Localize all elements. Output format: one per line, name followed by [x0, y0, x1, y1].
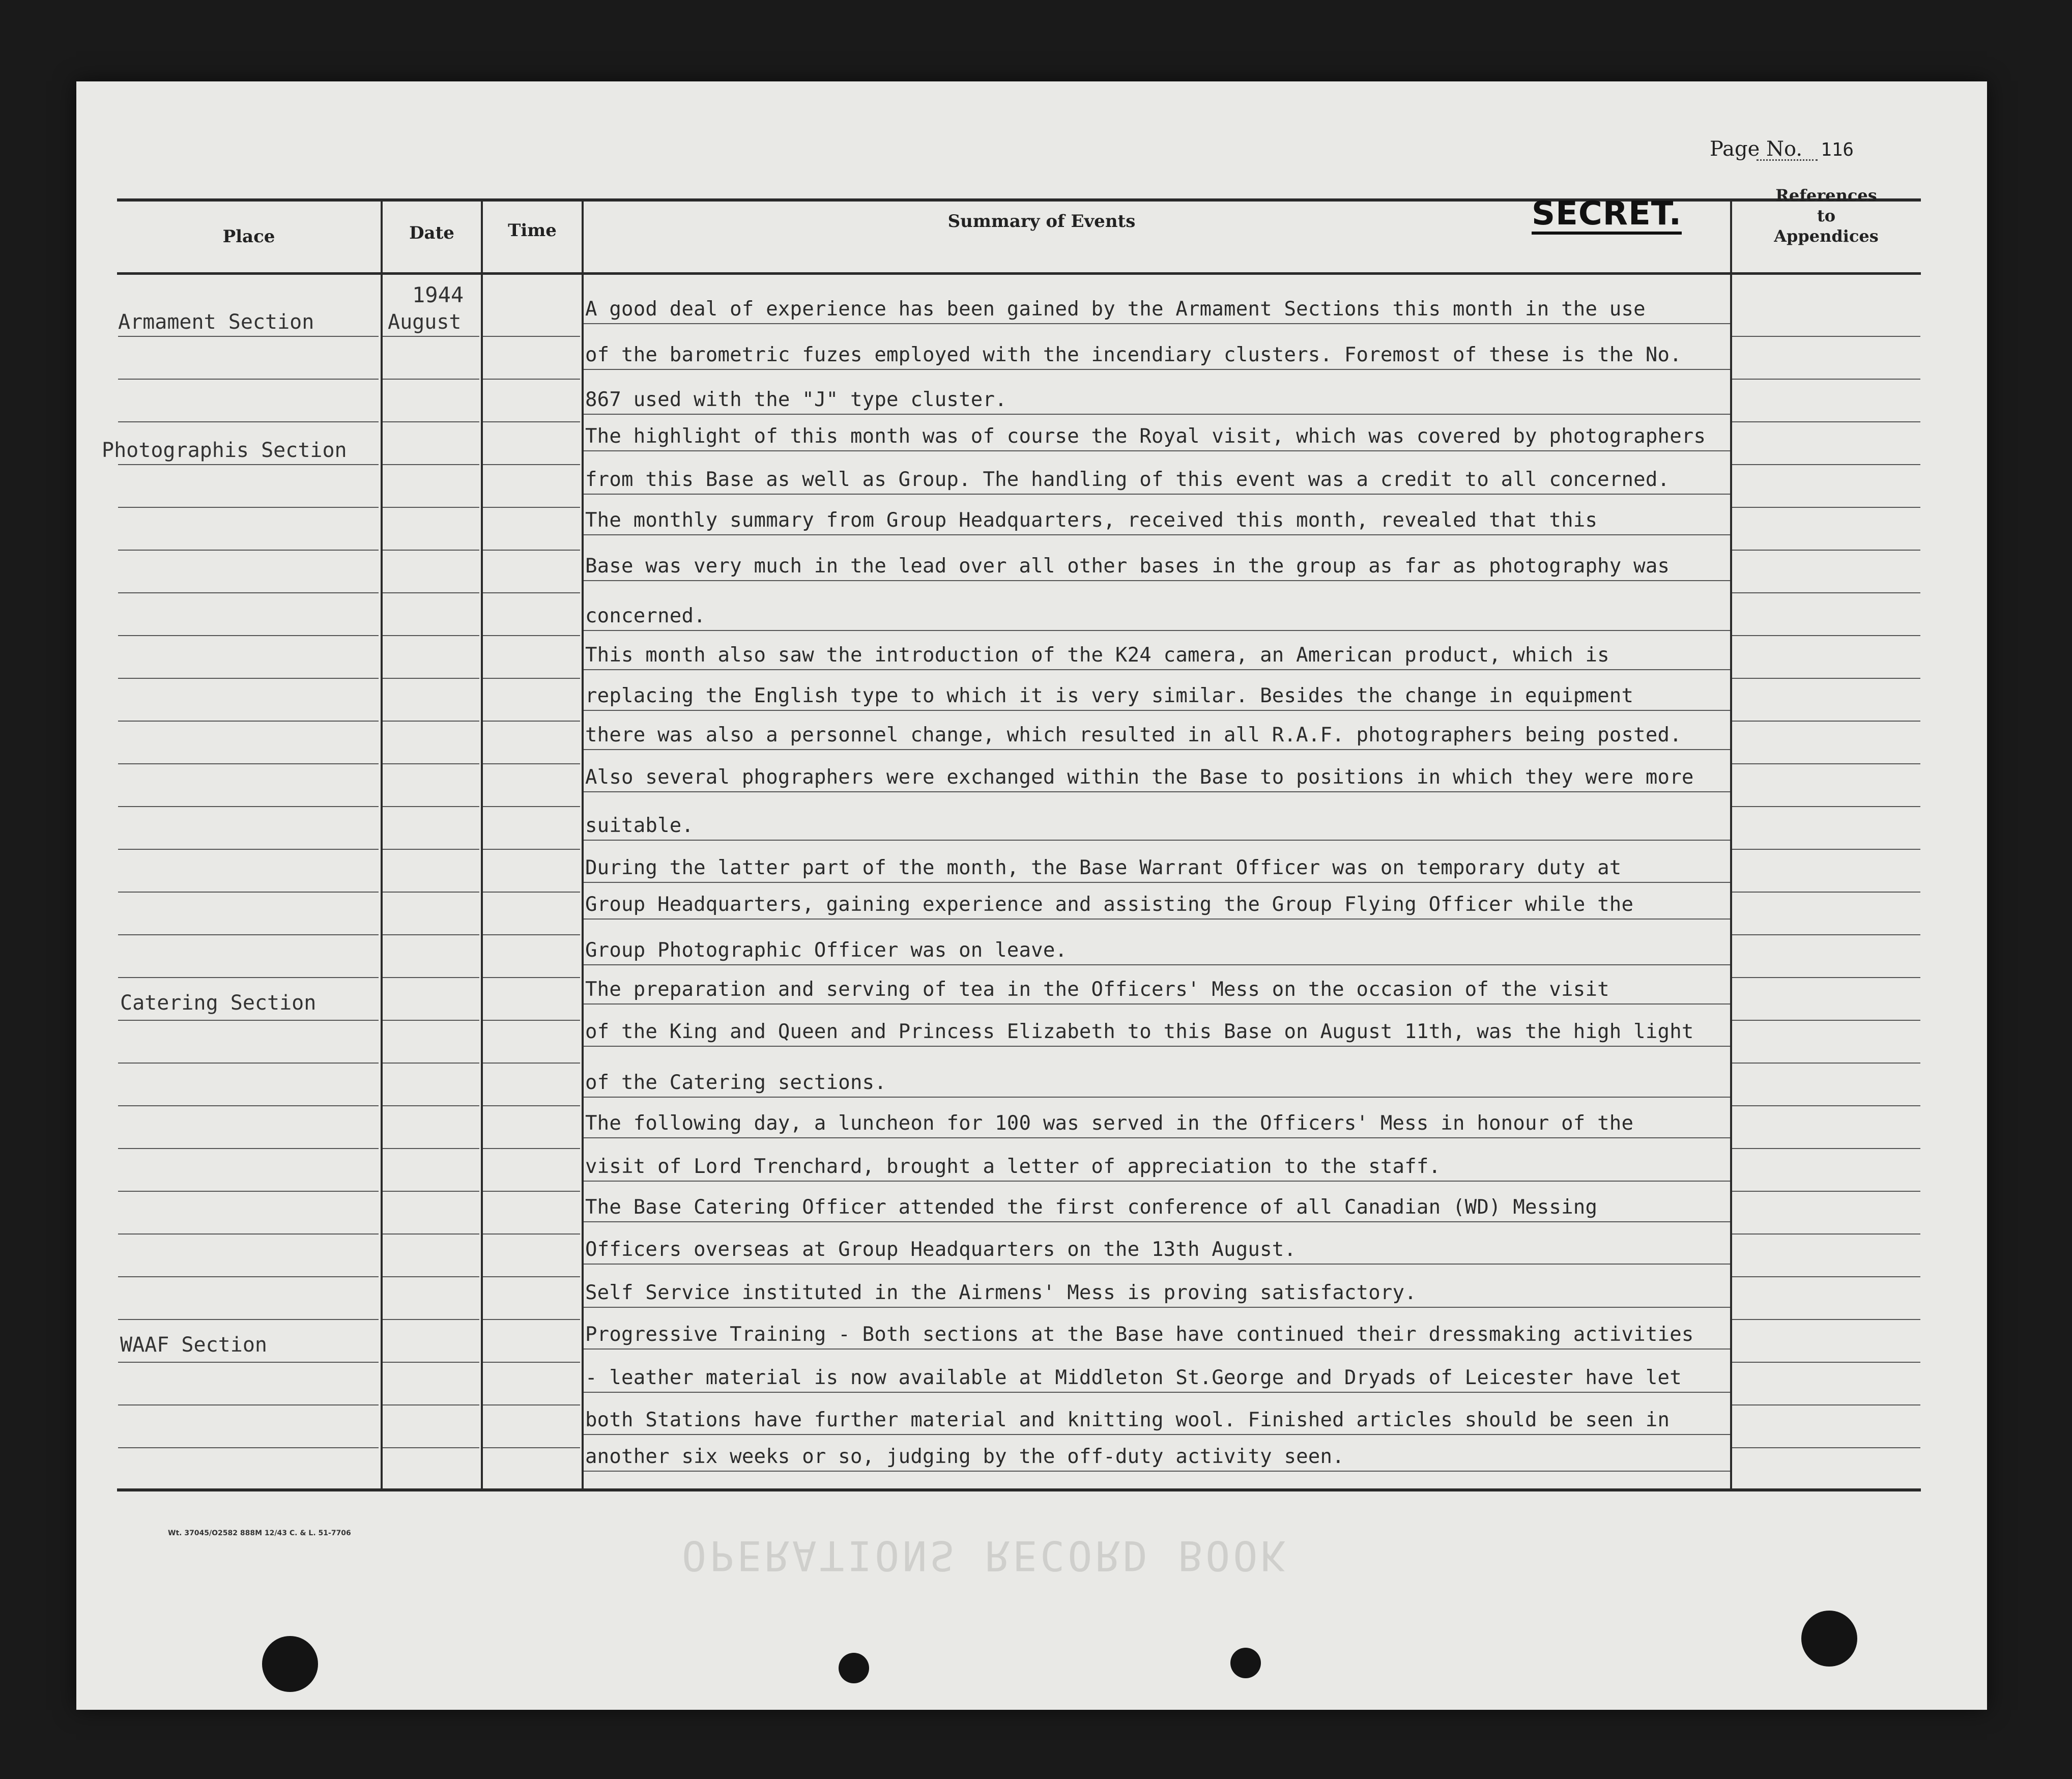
ruled-line	[383, 1020, 479, 1021]
ruled-line	[584, 1221, 1730, 1222]
ruled-line	[483, 892, 580, 893]
summary-line: The preparation and serving of tea in the Officers' Mess on the occasion of the visit	[585, 978, 1609, 1001]
summary-line: of the barometric fuzes employed with the incendiary clusters. Foremost of these is the No.	[585, 343, 1682, 366]
printer-imprint: Wt. 37045/O2582 888M 12/43 C. & L. 51-7706	[168, 1529, 351, 1537]
ruled-line	[383, 721, 479, 722]
summary-line: Officers overseas at Group Headquarters on the 13th August.	[585, 1238, 1297, 1261]
ruled-line	[483, 336, 580, 337]
ruled-line	[584, 791, 1730, 792]
summary-line: Self Service instituted in the Airmens' Mess is proving satisfactory.	[585, 1281, 1417, 1304]
ruled-line	[118, 379, 379, 380]
ruled-line	[483, 1105, 580, 1106]
ruled-line	[483, 721, 580, 722]
ruled-line	[118, 464, 379, 465]
header-references: References	[1775, 186, 1877, 205]
ruled-line	[483, 1276, 580, 1277]
ruled-line	[584, 1307, 1730, 1308]
section-label-armament: Armament Section	[118, 310, 314, 334]
ruled-line	[383, 934, 479, 935]
ruled-line	[584, 1471, 1730, 1472]
ruled-line	[118, 892, 379, 893]
summary-line: replacing the English type to which it is very similar. Besides the change in equipment	[585, 684, 1634, 707]
header-date: Date	[409, 223, 454, 243]
summary-line: Also several phographers were exchanged within the Base to positions in which they were more	[585, 766, 1694, 789]
ruled-line	[118, 1233, 379, 1235]
ruled-line	[118, 336, 379, 337]
ruled-line	[1732, 892, 1920, 893]
ruled-line	[118, 1404, 379, 1405]
ruled-line	[383, 421, 479, 422]
page-number	[1710, 137, 1854, 161]
ruled-line	[383, 849, 479, 850]
ruled-line	[1732, 592, 1920, 593]
ruled-line	[584, 494, 1730, 495]
ruled-line	[483, 1404, 580, 1405]
ruled-line	[483, 1319, 580, 1320]
ruled-line	[383, 550, 479, 551]
ruled-line	[1732, 1191, 1920, 1192]
ruled-line	[1732, 806, 1920, 807]
summary-line: of the King and Queen and Princess Elizabeth to this Base on August 11th, was the high light	[585, 1020, 1694, 1043]
section-label-catering: Catering Section	[120, 991, 316, 1015]
summary-line: The monthly summary from Group Headquarters, received this month, revealed that this	[585, 509, 1598, 532]
ruled-line	[584, 1137, 1730, 1138]
ruled-line	[383, 1063, 479, 1064]
date-year: 1944	[412, 282, 464, 307]
ruled-line	[483, 1020, 580, 1021]
ruled-line	[383, 464, 479, 465]
binder-hole-center-left	[839, 1653, 869, 1683]
ruled-line	[1732, 1362, 1920, 1363]
ruled-line	[383, 1362, 479, 1363]
ruled-line	[383, 977, 479, 978]
col-divider-date-time	[481, 198, 483, 1488]
ruled-line	[118, 1020, 379, 1021]
ruled-line	[584, 369, 1730, 370]
ruled-line	[383, 592, 479, 593]
ruled-line	[118, 721, 379, 722]
ruled-line	[383, 1319, 479, 1320]
ruled-line	[383, 1191, 479, 1192]
col-divider-time-summary	[582, 198, 584, 1491]
ruled-line	[483, 1191, 580, 1192]
ruled-line	[483, 806, 580, 807]
ruled-line	[483, 1063, 580, 1064]
ruled-line	[1732, 1233, 1920, 1235]
ruled-line	[118, 1105, 379, 1106]
ruled-line	[584, 669, 1730, 670]
ruled-line	[1732, 507, 1920, 508]
ruled-line	[584, 749, 1730, 750]
ruled-line	[483, 592, 580, 593]
ruled-line	[118, 934, 379, 935]
ruled-line	[483, 849, 580, 850]
ruled-line	[584, 919, 1730, 920]
binder-hole-center-right	[1230, 1648, 1261, 1678]
ruled-line	[483, 507, 580, 508]
ruled-line	[383, 1404, 479, 1405]
ruled-line	[383, 635, 479, 636]
ruled-line	[1732, 977, 1920, 978]
col-divider-place-date	[381, 198, 383, 1488]
ruled-line	[118, 507, 379, 508]
page-number-label: Page No.	[1710, 137, 1803, 161]
ruled-line	[483, 379, 580, 380]
ruled-line	[1732, 1276, 1920, 1277]
section-label-photographic: Photographis Section	[102, 439, 347, 462]
ruled-line	[584, 323, 1730, 324]
ruled-line	[584, 882, 1730, 883]
ruled-line	[584, 1264, 1730, 1265]
header-bottom-border	[117, 272, 1921, 275]
ruled-line	[383, 379, 479, 380]
summary-line: both Stations have further material and knitting wool. Finished articles should be seen in	[585, 1409, 1670, 1431]
ruled-line	[584, 630, 1730, 631]
ruled-line	[584, 534, 1730, 535]
ruled-line	[118, 849, 379, 850]
ruled-line	[483, 678, 580, 679]
ruled-line	[383, 1447, 479, 1448]
date-month: August	[388, 310, 462, 334]
header-summary: Summary of Events	[947, 211, 1136, 232]
ruled-line	[1732, 934, 1920, 935]
ruled-line	[584, 450, 1730, 451]
header-appendices: Appendices	[1774, 226, 1879, 246]
ruled-line	[584, 580, 1730, 581]
summary-line: During the latter part of the month, the Base Warrant Officer was on temporary duty at	[585, 856, 1622, 879]
ruled-line	[118, 977, 379, 978]
ruled-line	[1732, 336, 1920, 337]
ruled-line	[118, 1276, 379, 1277]
ruled-line	[1732, 849, 1920, 850]
ruled-line	[584, 414, 1730, 415]
ruled-line	[118, 1362, 379, 1363]
ruled-line	[483, 635, 580, 636]
ruled-line	[584, 1046, 1730, 1047]
ruled-line	[383, 1105, 479, 1106]
ruled-line	[483, 763, 580, 764]
header-references-to: to	[1817, 206, 1836, 225]
ruled-line	[1732, 1105, 1920, 1106]
ruled-line	[1732, 421, 1920, 422]
header-place: Place	[222, 226, 275, 247]
page-number-dots	[1757, 159, 1818, 161]
ruled-line	[1732, 464, 1920, 465]
ruled-line	[483, 464, 580, 465]
summary-line: The Base Catering Officer attended the first conference of all Canadian (WD) Messing	[585, 1196, 1598, 1219]
summary-line: there was also a personnel change, which resulted in all R.A.F. photographers being posted.	[585, 724, 1682, 747]
ruled-line	[118, 1191, 379, 1192]
ruled-line	[383, 1233, 479, 1235]
ruled-line	[118, 1063, 379, 1064]
summary-line: another six weeks or so, judging by the off-duty activity seen.	[585, 1445, 1344, 1468]
summary-line: - leather material is now available at Middleton St.George and Dryads of Leicester have let	[585, 1366, 1682, 1389]
ruled-line	[483, 977, 580, 978]
ruled-line	[118, 550, 379, 551]
summary-line: Group Photographic Officer was on leave.	[585, 939, 1068, 962]
summary-line: The highlight of this month was of course the Royal visit, which was covered by photographers	[585, 425, 1706, 448]
ruled-line	[1732, 1148, 1920, 1149]
ruled-line	[584, 840, 1730, 841]
ruled-line	[1732, 379, 1920, 380]
ruled-line	[1732, 1404, 1920, 1405]
ruled-line	[584, 1348, 1730, 1350]
ruled-line	[118, 1447, 379, 1448]
ruled-line	[1732, 1447, 1920, 1448]
ruled-line	[118, 763, 379, 764]
ruled-line	[584, 1003, 1730, 1005]
ruled-line	[483, 421, 580, 422]
ruled-line	[383, 678, 479, 679]
ruled-line	[118, 806, 379, 807]
summary-line: of the Catering sections.	[585, 1071, 886, 1094]
ruled-line	[1732, 635, 1920, 636]
ruled-line	[1732, 550, 1920, 551]
ruled-line	[1732, 721, 1920, 722]
ruled-line	[118, 635, 379, 636]
ruled-line	[1732, 763, 1920, 764]
ruled-line	[584, 964, 1730, 965]
ruled-line	[483, 1233, 580, 1235]
ruled-line	[584, 710, 1730, 711]
ruled-line	[383, 763, 479, 764]
ruled-line	[483, 1362, 580, 1363]
binder-hole-right	[1801, 1611, 1857, 1667]
summary-line: Group Headquarters, gaining experience and assisting the Group Flying Officer while the	[585, 893, 1634, 916]
summary-line: suitable.	[585, 814, 694, 837]
summary-line: from this Base as well as Group. The handling of this event was a credit to all concerned.	[585, 468, 1670, 491]
binder-hole-left	[262, 1636, 318, 1692]
ruled-line	[383, 1148, 479, 1149]
summary-line: The following day, a luncheon for 100 was served in the Officers' Mess in honour of the	[585, 1112, 1634, 1135]
ruled-line	[584, 1097, 1730, 1098]
summary-line: concerned.	[585, 605, 706, 627]
ruled-line	[383, 507, 479, 508]
table-bottom-border	[117, 1488, 1921, 1491]
header-time: Time	[508, 220, 557, 241]
ruled-line	[383, 1276, 479, 1277]
ruled-line	[584, 1392, 1730, 1393]
summary-line: 867 used with the "J" type cluster.	[585, 388, 1007, 411]
ruled-line	[483, 934, 580, 935]
summary-line: visit of Lord Trenchard, brought a letter of appreciation to the staff.	[585, 1155, 1441, 1178]
ruled-line	[118, 678, 379, 679]
ruled-line	[584, 1181, 1730, 1182]
secret-stamp: SECRET.	[1532, 196, 1682, 235]
ruled-line	[118, 592, 379, 593]
ruled-line	[383, 806, 479, 807]
bleed-through-title: OPERATIONS RECORD BOOK	[682, 1532, 1288, 1579]
summary-line: Progressive Training - Both sections at the Base have continued their dressmaking activities	[585, 1323, 1694, 1346]
ruled-line	[118, 421, 379, 422]
ruled-line	[383, 336, 479, 337]
ruled-line	[483, 1447, 580, 1448]
ruled-line	[483, 550, 580, 551]
summary-line: Base was very much in the lead over all other bases in the group as far as photography was	[585, 555, 1670, 578]
ruled-line	[383, 892, 479, 893]
ruled-line	[584, 1434, 1730, 1435]
summary-line: A good deal of experience has been gained by the Armament Sections this month in the use	[585, 298, 1646, 321]
ruled-line	[118, 1319, 379, 1320]
section-label-waaf: WAAF Section	[120, 1333, 267, 1357]
ruled-line	[1732, 1020, 1920, 1021]
ruled-line	[1732, 678, 1920, 679]
summary-line: This month also saw the introduction of the K24 camera, an American product, which is	[585, 644, 1609, 667]
ruled-line	[483, 1148, 580, 1149]
page-number-value: 116	[1821, 139, 1854, 160]
ruled-line	[118, 1148, 379, 1149]
ruled-line	[1732, 1063, 1920, 1064]
ruled-line	[1732, 1319, 1920, 1320]
col-divider-summary-refs	[1730, 198, 1732, 1491]
